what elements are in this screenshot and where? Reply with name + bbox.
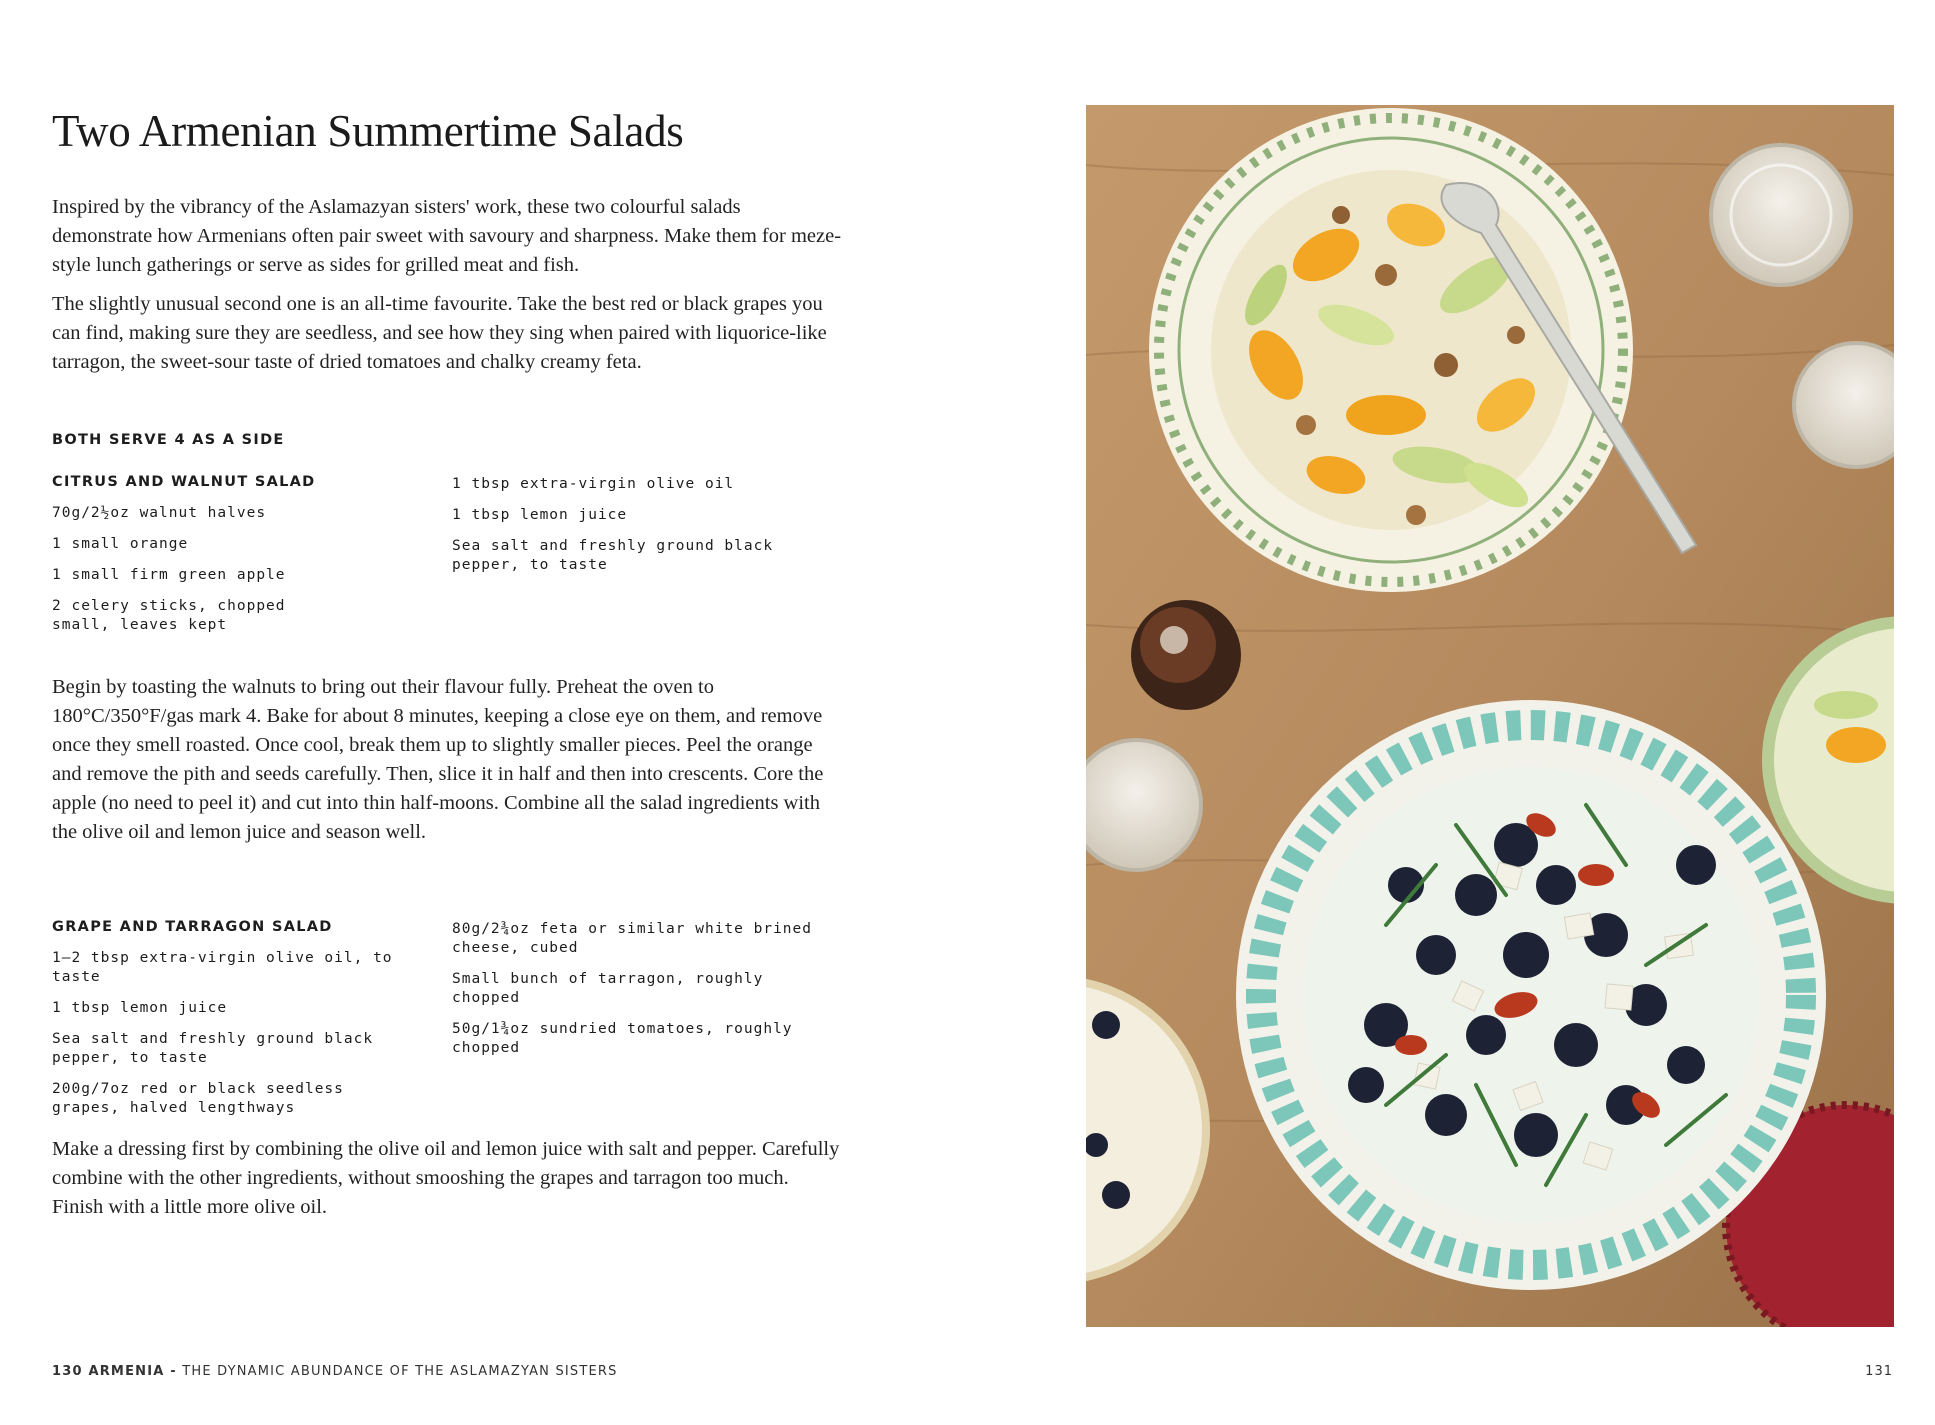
grape-heading: GRAPE AND TARRAGON SALAD	[52, 919, 333, 935]
ingredient: 1 small orange	[52, 536, 189, 552]
left-page	[52, 0, 842, 1425]
citrus-heading: CITRUS AND WALNUT SALAD	[52, 474, 316, 490]
ingredient: Sea salt and freshly ground black pepper, to taste	[52, 1031, 374, 1066]
footer-running-head	[52, 1364, 618, 1379]
intro	[52, 193, 842, 387]
ingredient: 70g/2½oz walnut halves	[52, 505, 267, 521]
ingredient: 80g/2¾oz feta or similar white brined cheese, cubed	[452, 921, 813, 956]
water-glass	[1711, 145, 1851, 285]
recipe-title: Two Armenian Summertime Salads	[52, 106, 684, 156]
ingredient: 50g/1¾oz sundried tomatoes, roughly chopped	[452, 1021, 793, 1056]
footer-chapter-title: THE DYNAMIC ABUNDANCE OF THE ASLAMAZYAN SISTERS	[182, 1364, 618, 1379]
ingredient: 200g/7oz red or black seedless grapes, halved lengthways	[52, 1081, 344, 1116]
grape-ingredients-col2	[452, 919, 832, 1070]
ingredient: 2 celery sticks, chopped small, leaves kept	[52, 598, 286, 633]
ingredient: 1–2 tbsp extra-virgin olive oil, to taste	[52, 950, 393, 985]
serves-label: BOTH SERVE 4 AS A SIDE	[52, 432, 285, 448]
page-number: 131	[1865, 1364, 1893, 1379]
pepper-grinder	[1131, 600, 1241, 710]
citrus-ingredients-col1	[52, 474, 432, 647]
grape-method	[52, 1135, 842, 1232]
grape-method-text: Make a dressing first by combining the olive oil and lemon juice with salt and pepper. Carefully combine with the other ingredients, without smooshing the grapes and tarragon too much. Finish with a little more olive oil.	[52, 1138, 840, 1218]
ingredient: 1 tbsp lemon juice	[52, 1000, 228, 1016]
ingredient: 1 small firm green apple	[52, 567, 286, 583]
grape-ingredients	[52, 919, 832, 1116]
intro-paragraph-2: The slightly unusual second one is an all-time favourite. Take the best red or black grapes you can find, making sure they are seedless, and see how they sing when paired with liquorice-like tarragon, the sweet-sour taste of dried tomatoes and chalky creamy feta.	[52, 293, 827, 373]
ingredient: Sea salt and freshly ground black pepper, to taste	[452, 538, 774, 573]
citrus-method-text: Begin by toasting the walnuts to bring out their flavour fully. Preheat the oven to 180°C/350°F/gas mark 4. Bake for about 8 minutes, keeping a close eye on them, and remove once they smell roasted. Once cool, break them up to slightly smaller pieces. Peel the orange and remove the pith and seeds carefully. Then, slice it in half and then into crescents. Core the apple (no need to peel it) and cut into thin half-moons. Combine all the salad ingredients with the olive oil and lemon juice and season well.	[52, 676, 824, 843]
photo-illustration	[1086, 105, 1894, 1327]
water-glass	[1794, 343, 1894, 467]
grape-salad-plate	[1236, 700, 1826, 1290]
salads-photo	[1086, 105, 1894, 1327]
citrus-ingredients	[52, 474, 832, 644]
grape-ingredients-col1	[52, 919, 432, 1130]
citrus-ingredients-col2	[452, 474, 832, 587]
ingredient: 1 tbsp extra-virgin olive oil	[452, 476, 735, 492]
citrus-method	[52, 673, 842, 857]
intro-paragraph-1: Inspired by the vibrancy of the Aslamazyan sisters' work, these two colourful salads demonstrate how Armenians often pair sweet with savoury and sharpness. Make them for meze-style lunch gatherings or serve as sides for grilled meat and fish.	[52, 196, 842, 276]
footer-page-section: 130 ARMENIA -	[52, 1364, 177, 1379]
ingredient: Small bunch of tarragon, roughly chopped	[452, 971, 764, 1006]
water-glass	[1086, 740, 1201, 870]
ingredient: 1 tbsp lemon juice	[452, 507, 628, 523]
